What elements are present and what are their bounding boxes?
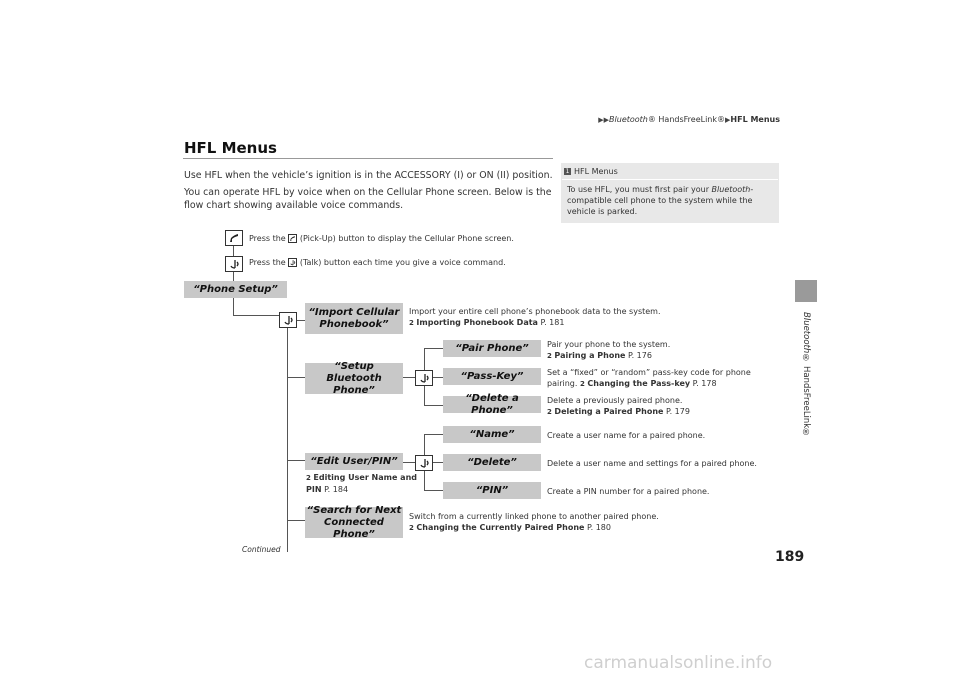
cmd-phone-setup: “Phone Setup”: [184, 281, 287, 298]
cmd-pin: “PIN”: [443, 482, 541, 499]
cmd-delete-a-phone: “Delete a Phone”: [443, 396, 541, 413]
note-text: To use HFL, you must first pair your Bluetooth-compatible cell phone to the system while the vehicle is parked.: [567, 185, 754, 216]
section-title: HFL Menus: [184, 139, 277, 157]
connector-line: [433, 377, 443, 378]
cmd-name: “Name”: [443, 426, 541, 443]
connector-line: [287, 520, 305, 521]
connector-line: [403, 462, 415, 463]
connector-line: [424, 434, 425, 455]
pickup-button-icon: [225, 230, 243, 246]
talk-icon-level1: [279, 312, 297, 328]
title-divider: [183, 158, 553, 159]
desc-delete-a-phone: Delete a previously paired phone. 2 Deleting a Paired Phone P. 179: [547, 396, 690, 416]
connector-line: [287, 377, 305, 378]
talk-icon-edit-user: [415, 455, 433, 471]
desc-pass-key: Set a “fixed” or “random” pass-key code for phone pairing. 2 Changing the Pass-key P. 178: [547, 368, 751, 388]
note-heading: 1 HFL Menus: [565, 167, 618, 176]
desc-pin: Create a PIN number for a paired phone.: [547, 487, 710, 496]
desc-pair-phone: Pair your phone to the system. 2 Pairing a Phone P. 176: [547, 340, 671, 360]
connector-line: [233, 272, 234, 281]
section-tab-label: Bluetooth® HandsFreeLink®: [801, 312, 811, 439]
connector-line: [424, 348, 443, 349]
intro-voice: You can operate HFL by voice when on the Cellular Phone screen. Below is the flow chart showing available voice commands.: [184, 187, 552, 211]
breadcrumb: ▶▶Bluetooth® HandsFreeLink®▶HFL Menus: [598, 115, 780, 124]
connector-line: [424, 348, 425, 370]
desc-delete: Delete a user name and settings for a paired phone.: [547, 459, 757, 468]
breadcrumb-arrow-icon: ▶▶: [598, 116, 610, 124]
desc-name: Create a user name for a paired phone.: [547, 431, 706, 440]
connector-line: [424, 434, 443, 435]
connector-line: [403, 377, 415, 378]
desc-search-next: Switch from a currently linked phone to another paired phone. 2 Changing the Currently Paired Phone P. 180: [409, 512, 659, 532]
intro-ignition: Use HFL when the vehicle’s ignition is in the ACCESSORY (I) or ON (II) position.: [184, 170, 553, 181]
desc-import: Import your entire cell phone’s phonebook data to the system. 2 Importing Phonebook Data P. 181: [409, 307, 661, 327]
connector-line: [433, 462, 443, 463]
talk-instruction: Press the (Talk) button each time you give a voice command.: [249, 258, 506, 267]
cmd-search-next-phone: “Search for Next Connected Phone”: [306, 504, 402, 540]
section-tab-marker: [795, 280, 817, 302]
cmd-import-phonebook: “Import Cellular Phonebook”: [305, 303, 403, 334]
watermark: carmanualsonline.info: [584, 653, 773, 673]
talk-icon-bluetooth: [415, 370, 433, 386]
cmd-pair-phone: “Pair Phone”: [443, 340, 541, 357]
connector-line: [424, 471, 425, 490]
note-icon: 1: [565, 168, 570, 175]
page-number: 189: [775, 549, 805, 565]
connector-line: [233, 315, 279, 316]
pickup-inline-icon: [288, 234, 297, 243]
talk-button-icon: [225, 256, 243, 272]
breadcrumb-arrow-icon: ▶: [725, 116, 731, 124]
talk-inline-icon: [288, 258, 297, 267]
cmd-setup-bluetooth: “Setup Bluetooth Phone”: [305, 363, 403, 394]
connector-line: [297, 320, 305, 321]
cmd-edit-user-pin: “Edit User/PIN”: [305, 453, 403, 470]
continued-label: Continued: [242, 545, 281, 554]
connector-line: [424, 386, 425, 405]
connector-line: [424, 405, 443, 406]
connector-line: [287, 460, 305, 461]
note-divider: [562, 179, 778, 180]
desc-edit-user-ref: 2 Editing User Name and PIN P. 184: [306, 473, 418, 494]
connector-line: [424, 490, 443, 491]
connector-line: [287, 328, 288, 552]
pickup-instruction: Press the (Pick-Up) button to display the Cellular Phone screen.: [249, 234, 514, 243]
cmd-delete: “Delete”: [443, 454, 541, 471]
cmd-pass-key: “Pass-Key”: [443, 368, 541, 385]
connector-line: [233, 298, 234, 315]
